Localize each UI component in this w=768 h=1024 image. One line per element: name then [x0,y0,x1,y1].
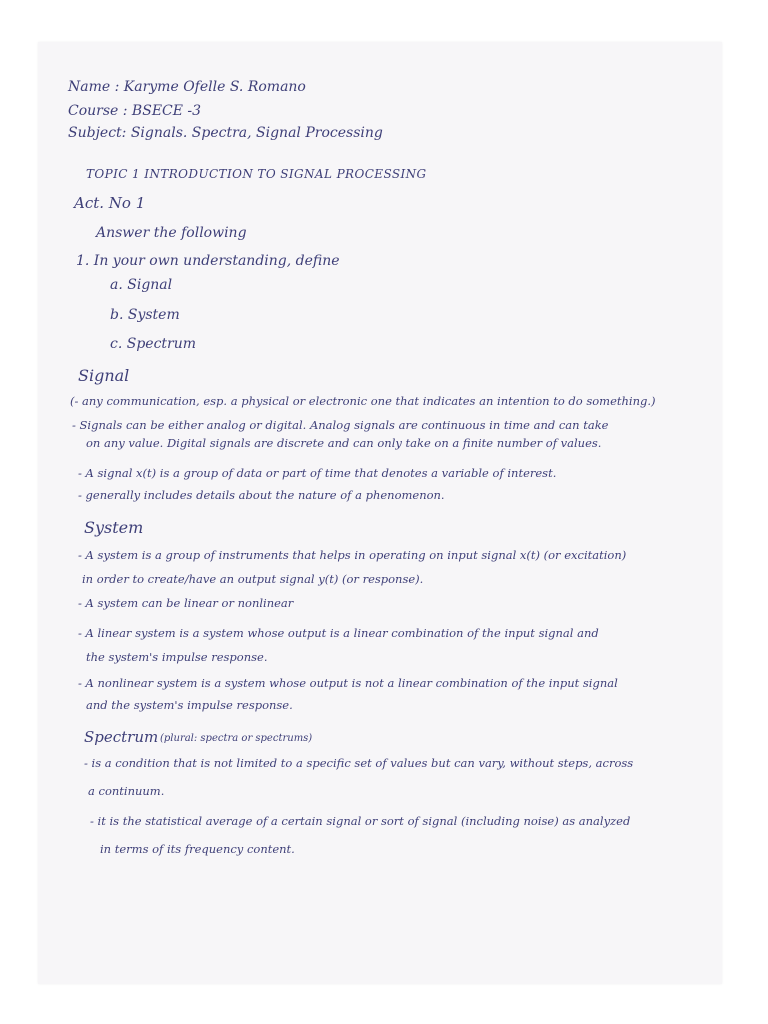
system-line: the system's impulse response. [86,650,268,664]
system-line: in order to create/have an output signal y(t) (or response). [82,572,424,586]
signal-line: - generally includes details about the nature of a phenomenon. [78,488,445,502]
system-line: and the system's impulse response. [86,698,293,712]
signal-line: - A signal x(t) is a group of data or part of time that denotes a variable of interest. [78,466,557,480]
course-line: Course : BSECE -3 [68,103,202,119]
topic-title: TOPIC 1 INTRODUCTION TO SIGNAL PROCESSING [86,167,427,181]
system-heading: System [84,518,144,537]
spectrum-note: (plural: spectra or spectrums) [160,733,313,744]
system-line: - A nonlinear system is a system whose output is not a linear combination of the input signal [78,676,618,690]
spectrum-heading: Spectrum [84,728,159,746]
spectrum-line: in terms of its frequency content. [100,842,295,856]
system-line: - A linear system is a system whose output is a linear combination of the input signal and [78,626,599,640]
student-name: Name : Karyme Ofelle S. Romano [68,79,306,95]
system-line: - A system can be linear or nonlinear [78,596,294,610]
item-spectrum: c. Spectrum [110,336,197,352]
activity-title: Act. No 1 [74,194,146,212]
activity-instruction: Answer the following [96,225,247,241]
spectrum-line: - it is the statistical average of a certain signal or sort of signal (including noise) as analyzed [90,814,631,828]
subject-line: Subject: Signals. Spectra, Signal Processing [68,125,383,141]
signal-line: (- any communication, esp. a physical or electronic one that indicates an intention to do something.) [70,394,656,408]
question-line: 1. In your own understanding, define [76,253,340,269]
spectrum-line: - is a condition that is not limited to a specific set of values but can vary, without steps, across [84,756,634,770]
signal-heading: Signal [78,366,130,385]
signal-line: - Signals can be either analog or digital. Analog signals are continuous in time and can take [72,418,609,432]
item-system: b. System [110,307,180,323]
spectrum-line: a continuum. [88,784,165,798]
item-signal: a. Signal [110,277,173,293]
signal-line: on any value. Digital signals are discrete and can only take on a finite number of values. [86,436,602,450]
notebook-page [38,42,722,984]
system-line: - A system is a group of instruments that helps in operating on input signal x(t) (or excitation) [78,548,627,562]
